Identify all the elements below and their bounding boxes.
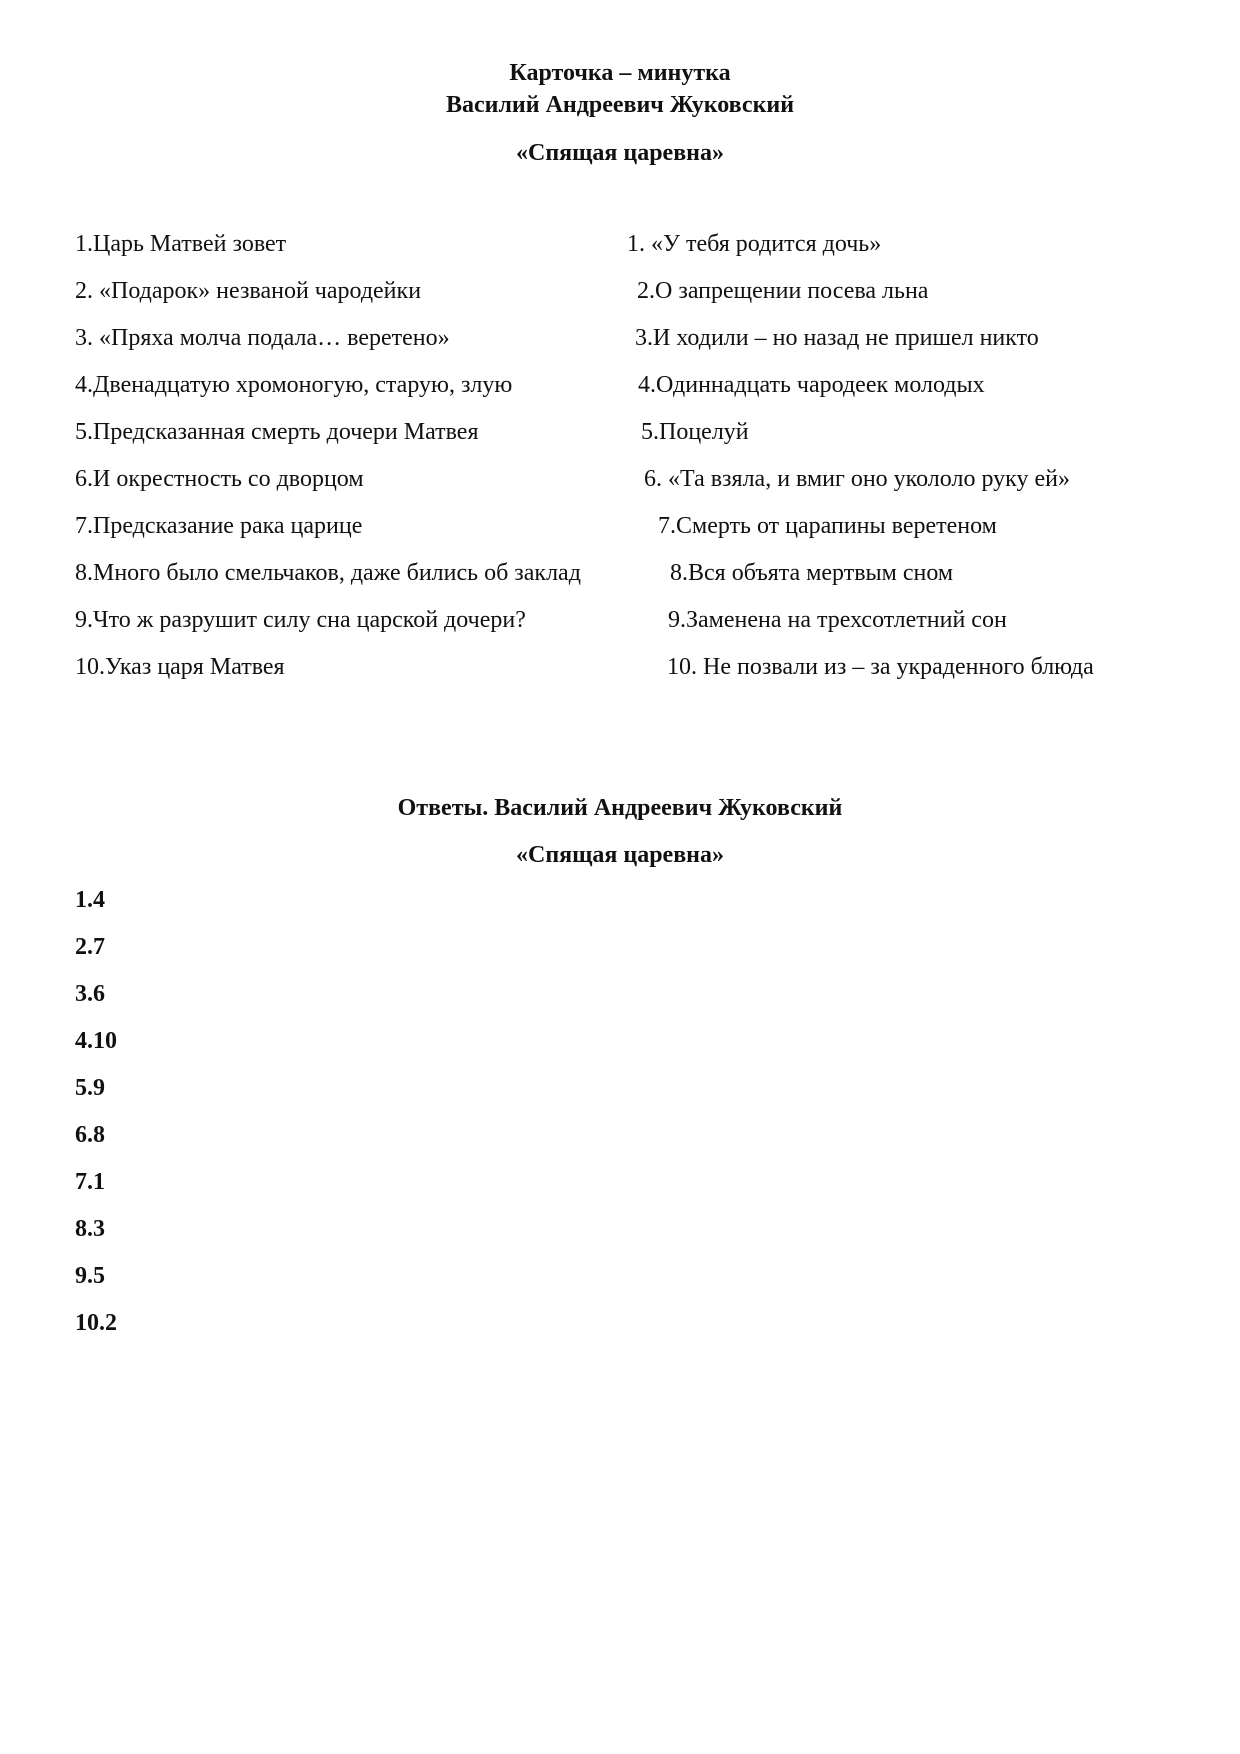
answer-8: 8.3 (75, 1216, 105, 1242)
left-item-7: 7.Предсказание рака царице (75, 513, 363, 539)
answer-9: 9.5 (75, 1263, 105, 1289)
left-item-9: 9.Что ж разрушит силу сна царской дочери? (75, 607, 526, 633)
answer-6: 6.8 (75, 1122, 105, 1148)
left-item-2: 2. «Подарок» незваной чародейки (75, 278, 422, 304)
answer-5: 5.9 (75, 1075, 105, 1101)
answer-10: 10.2 (75, 1310, 117, 1336)
left-item-1: 1.Царь Матвей зовет (75, 231, 287, 257)
left-item-6: 6.И окрестность со дворцом (75, 466, 364, 492)
right-item-9: 9.Заменена на трехсотлетний сон (668, 607, 1007, 633)
right-item-3: 3.И ходили – но назад не пришел никто (635, 325, 1039, 351)
left-item-3: 3. «Пряха молча подала… веретено» (75, 325, 450, 351)
answer-7: 7.1 (75, 1169, 105, 1195)
card-title: Карточка – минутка (509, 60, 731, 86)
right-item-2: 2.О запрещении посева льна (637, 278, 929, 304)
right-item-7: 7.Смерть от царапины веретеном (658, 513, 997, 539)
left-item-8: 8.Много было смельчаков, даже бились об заклад (75, 560, 581, 586)
answer-4: 4.10 (75, 1028, 117, 1054)
answer-2: 2.7 (75, 934, 105, 960)
right-item-8: 8.Вся объята мертвым сном (670, 560, 954, 586)
left-item-5: 5.Предсказанная смерть дочери Матвея (75, 419, 479, 445)
card-author: Василий Андреевич Жуковский (445, 92, 795, 118)
right-item-6: 6. «Та взяла, и вмиг оно укололо руку ей» (644, 466, 1070, 492)
answer-1: 1.4 (75, 887, 105, 913)
answers-title: Ответы. Василий Андреевич Жуковский (397, 795, 843, 821)
answers-work-title: «Спящая царевна» (515, 842, 724, 868)
right-item-5: 5.Поцелуй (641, 419, 749, 445)
right-item-4: 4.Одиннадцать чародеек молодых (638, 372, 985, 398)
right-item-1: 1. «У тебя родится дочь» (627, 231, 882, 257)
left-item-10: 10.Указ царя Матвея (75, 654, 285, 680)
right-item-10: 10. Не позвали из – за украденного блюда (667, 654, 1094, 680)
answer-3: 3.6 (75, 981, 105, 1007)
left-item-4: 4.Двенадцатую хромоногую, старую, злую (75, 372, 513, 398)
card-work-title: «Спящая царевна» (515, 140, 724, 166)
